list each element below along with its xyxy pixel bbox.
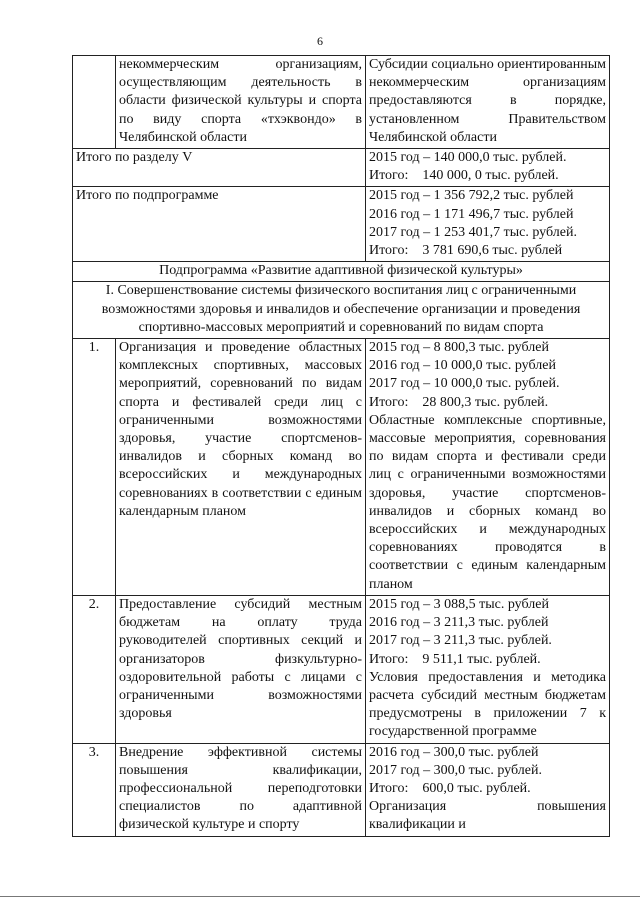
funding-cell (366, 595, 610, 743)
funding-total-line (369, 394, 606, 412)
funding-line: 2017 год – 3 211,3 тыс. рублей. (369, 633, 552, 649)
total-label: Итого: (369, 243, 409, 259)
total-label: Итого: (369, 780, 409, 796)
funding-line: 2017 год – 1 253 401,7 тыс. рублей. (369, 224, 577, 240)
table-row-continuation (73, 56, 610, 149)
subprogram-total-row (73, 187, 610, 262)
activity-name-cell: Предоставление субсидий местным бюджетам на оплату труда руководителей спортивных секций и организаторов физкультурно-оздоровительной работы с лицами с ограниченными возможностями здоровья (116, 595, 366, 743)
total-value: 3 781 690,6 тыс. рублей (422, 243, 563, 259)
subprogram-title-row (73, 262, 610, 282)
funding-total-line (369, 167, 606, 185)
funding-line: 2015 год – 3 088,5 тыс. рублей (369, 596, 549, 612)
funding-cell (366, 743, 610, 836)
funding-line: 2016 год – 10 000,0 тыс. рублей (369, 358, 556, 374)
table-row (73, 743, 610, 836)
funding-total-line (369, 780, 606, 798)
table-row (73, 595, 610, 743)
row-number: 1. (73, 339, 116, 596)
total-value: 140 000, 0 тыс. рублей. (422, 168, 559, 184)
section-title: I. Совершенствование системы физического воспитания лиц с ограниченными возможностями здоровья и инвалидов и обеспечение организации и проведения спортивно-массовых мероприятий и соревнований по видам спорта (73, 282, 610, 339)
total-value: 600,0 тыс. рублей. (422, 780, 531, 796)
page-number: 6 (317, 34, 323, 48)
total-label: Итого: (369, 394, 409, 410)
activity-name-cell: некоммерческим организациям, осуществляющим деятельность в области физической культуры и спорта по виду спорта «тхэквондо» в Челябинской области (116, 56, 366, 149)
row-number: 2. (73, 595, 116, 743)
funding-line: 2017 год – 10 000,0 тыс. рублей. (369, 376, 560, 392)
funding-line: 2016 год – 1 171 496,7 тыс. рублей (369, 206, 574, 222)
section-total-label: Итого по разделу V (73, 149, 366, 187)
funding-line: 2016 год – 3 211,3 тыс. рублей (369, 615, 549, 631)
funding-total-line (369, 242, 606, 260)
funding-total-line (369, 651, 606, 669)
subprogram-total-label: Итого по подпрограмме (73, 187, 366, 262)
funding-line: 2016 год – 300,0 тыс. рублей (369, 744, 539, 760)
activity-result: Условия предоставления и методика расчета субсидий местным бюджетам предусмотрены в приложении 7 к государственной программе (369, 669, 606, 740)
total-value: 9 511,1 тыс. рублей. (422, 651, 541, 667)
funding-cell (366, 339, 610, 596)
activity-name-cell: Внедрение эффективной системы повышения квалификации, профессиональной переподготовки специалистов по адаптивной физической культуре и спорту (116, 743, 366, 836)
funding-line: 2015 год – 140 000,0 тыс. рублей. (369, 150, 567, 166)
section-title-row (73, 282, 610, 339)
subprogram-title: Подпрограмма «Развитие адаптивной физической культуры» (73, 262, 610, 282)
page-bottom-rule (0, 896, 640, 897)
row-number: 3. (73, 743, 116, 836)
activity-result: Организация повышения квалификации и (369, 799, 606, 833)
activity-result: Областные комплексные спортивные, массовые мероприятия, соревнования по видам спорта и фестивали среди лиц с ограниченными возможностями здоровья, участие спортсменов-инвалидов и сборных команд во всероссийских и международных соревнованиях проводятся в соответствии с единым календарным планом (369, 412, 606, 592)
budget-table (72, 55, 610, 837)
funding-line: 2015 год – 8 800,3 тыс. рублей (369, 340, 549, 356)
activity-result-cell: Субсидии социально ориентированным некоммерческим организациям предоставляются в порядке, установленном Правительством Челябинской области (366, 56, 610, 149)
activity-name-cell: Организация и проведение областных комплексных спортивных, массовых мероприятий, соревнований по видам спорта и фестивалей среди лиц с ограниченными возможностями здоровья, участие спортсменов-инвалидов и сборных команд во всероссийских и международных соревнованиях в соответствии с единым календарным планом (116, 339, 366, 596)
section-total-values (366, 149, 610, 187)
funding-line: 2017 год – 300,0 тыс. рублей. (369, 762, 542, 778)
total-value: 28 800,3 тыс. рублей. (422, 394, 549, 410)
funding-line: 2015 год – 1 356 792,2 тыс. рублей (369, 188, 574, 204)
total-label: Итого: (369, 651, 409, 667)
table-row (73, 339, 610, 596)
subprogram-total-values (366, 187, 610, 262)
section-total-row (73, 149, 610, 187)
row-number-cell (73, 56, 116, 149)
total-label: Итого: (369, 168, 409, 184)
